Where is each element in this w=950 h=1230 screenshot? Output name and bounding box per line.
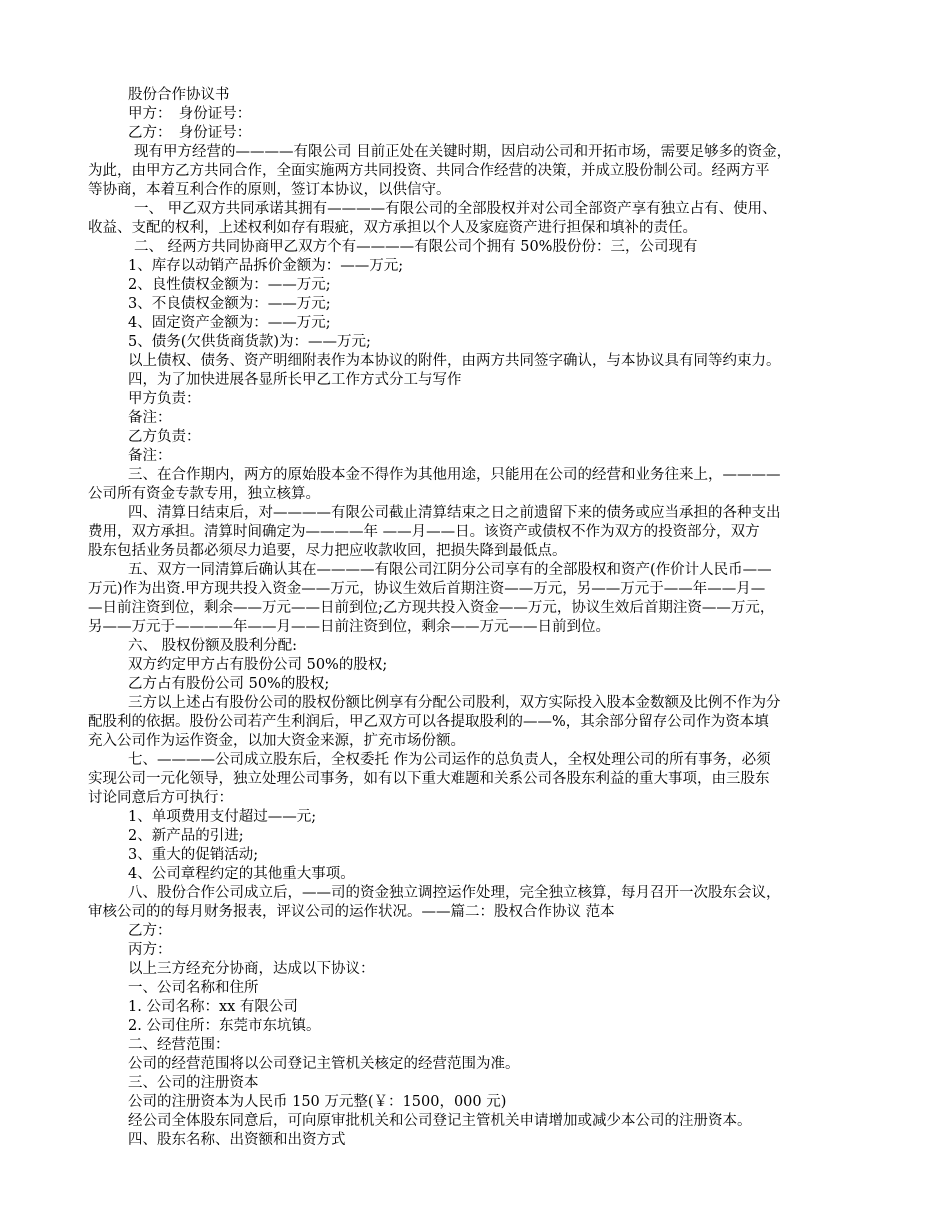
document-line: 配股利的依据。股份公司若产生利润后，甲乙双方可以各提取股利的——%，其余部分留存公司作为资本填 [88, 714, 769, 730]
document-line: 乙方： 身份证号： [128, 125, 252, 141]
document-line: 3、重大的促销活动; [128, 847, 259, 863]
document-line: 1. 公司名称：xx 有限公司 [128, 999, 298, 1015]
document-line: 收益、支配的权利，上述权利如存有瑕疵，双方承担以个人及家庭资产进行担保和填补的责任。 [88, 220, 697, 236]
document-line: 备注： [128, 410, 172, 426]
document-line: 六、 股权份额及股利分配: [128, 638, 297, 654]
document-line: 5、债务(欠供货商货款)为：——万元; [128, 334, 371, 350]
document-line: 审核公司的的每月财务报表，评议公司的运作状况。——篇二：股权合作协议 范本 [88, 904, 615, 920]
document-line: 八、股份合作公司成立后，——司的资金独立调控运作处理，完全独立核算，每月召开一次股东会议， [128, 885, 781, 901]
document-line: 乙方： [128, 923, 172, 939]
document-line: 股东包括业务员都必须尽力追要，尽力把应收款收回，把损失降到最低点。 [88, 543, 567, 559]
document-line: 三、公司的注册资本 [128, 1075, 259, 1091]
document-line: 一、公司名称和住所 [128, 980, 259, 996]
document-line: 三方以上述占有股份公司的股权份额比例享有分配公司股利，双方实际投入股本金数额及比例不作为分 [128, 695, 781, 711]
document-line: 经公司全体股东同意后，可向原审批机关和公司登记主管机关申请增加或减少本公司的注册资本。 [128, 1113, 752, 1129]
document-line: 以上债权、债务、资产明细附表作为本协议的附件，由两方共同签字确认，与本协议具有同等约束力。 [128, 353, 781, 369]
document-line: 甲方： 身份证号： [128, 106, 252, 122]
document-line: 费用，双方承担。清算时间确定为————年 ——月——日。该资产或债权不作为双方的投资部分，双方 [88, 524, 760, 540]
document-line: 3、不良债权金额为：——万元; [128, 296, 331, 312]
document-line: 四、股东名称、出资额和出资方式 [128, 1132, 346, 1148]
document-line: 讨论同意后方可执行： [88, 790, 233, 806]
document-line: —日前注资到位，剩余——万元——日前到位;乙方现共投入资金——万元，协议生效后首期注资——万元， [88, 600, 775, 616]
document-line: 2、良性债权金额为：——万元; [128, 277, 331, 293]
document-line: 丙方： [128, 942, 172, 958]
document-line: 四、清算日结束后，对————有限公司截止清算结束之日之前遗留下来的债务或应当承担的各种支出 [128, 505, 781, 521]
document-line: 双方约定甲方占有股份公司 50%的股权; [128, 657, 388, 673]
document-line: 四，为了加快进展各显所长甲乙工作方式分工与写作 [128, 372, 462, 388]
document-line: 公司所有资金专款专用，独立核算。 [88, 486, 320, 502]
document-line: 2、新产品的引进; [128, 828, 244, 844]
document-line: 实现公司一元化领导，独立处理公司事务，如有以下重大难题和关系公司各股东利益的重大事项，由三股东 [88, 771, 770, 787]
document-line: 充入公司作为运作资金，以加大资金来源，扩充市场份额。 [88, 733, 465, 749]
document-line: 甲方负责： [128, 391, 201, 407]
document-line: 现有甲方经营的————有限公司 目前正处在关键时期，因启动公司和开拓市场，需要足够多的资金， [134, 144, 792, 160]
document-line: 另——万元于————年——月——日前注资到位，剩余——万元——日前到位。 [88, 619, 610, 635]
document-line: 三、在合作期内，两方的原始股本金不得作为其他用途，只能用在公司的经营和业务往来上，———— [128, 467, 781, 483]
document-line: 等协商，本着互利合作的原则，签订本协议，以供信守。 [88, 182, 451, 198]
document-line: 公司的经营范围将以公司登记主管机关核定的经营范围为准。 [128, 1056, 520, 1072]
document-line: 五、双方一同清算后确认其在————有限公司江阴分公司享有的全部股权和资产(作价计人民币—— [128, 562, 772, 578]
document-line: 乙方占有股份公司 50%的股权; [128, 676, 330, 692]
document-line: 4、公司章程约定的其他重大事项。 [128, 866, 355, 882]
document-line: 七、————公司成立股东后，全权委托 作为公司运作的总负责人，全权处理公司的所有事务，必须 [128, 752, 771, 768]
document-line: 2. 公司住所：东莞市东坑镇。 [128, 1018, 321, 1034]
document-line: 一、 甲乙双方共同承诺其拥有————有限公司的全部股权并对公司全部资产享有独立占有、使用、 [134, 201, 777, 217]
document-line: 二、经营范围： [128, 1037, 230, 1053]
document-line: 公司的注册资本为人民币 150 万元整(￥：1500，000 元) [128, 1094, 507, 1110]
document-line: 二、 经两方共同协商甲乙双方个有————有限公司个拥有 50%股份份：三，公司现有 [134, 239, 698, 255]
document-line: 股份合作协议书 [128, 87, 230, 103]
document-line: 备注： [128, 448, 172, 464]
document-line: 乙方负责： [128, 429, 201, 445]
document-line: 4、固定资产金额为：——万元; [128, 315, 331, 331]
document-line: 1、库存以动销产品拆价金额为：——万元; [128, 258, 404, 274]
document-line: 以上三方经充分协商，达成以下协议： [128, 961, 375, 977]
document-line: 为此，由甲方乙方共同合作，全面实施两方共同投资、共同合作经营的决策，并成立股份制公司。经两方平 [88, 163, 770, 179]
document-line: 万元)作为出资.甲方现共投入资金——万元，协议生效后首期注资——万元，另——万元于——年——月— [88, 581, 766, 597]
document-line: 1、单项费用支付超过——元; [128, 809, 317, 825]
